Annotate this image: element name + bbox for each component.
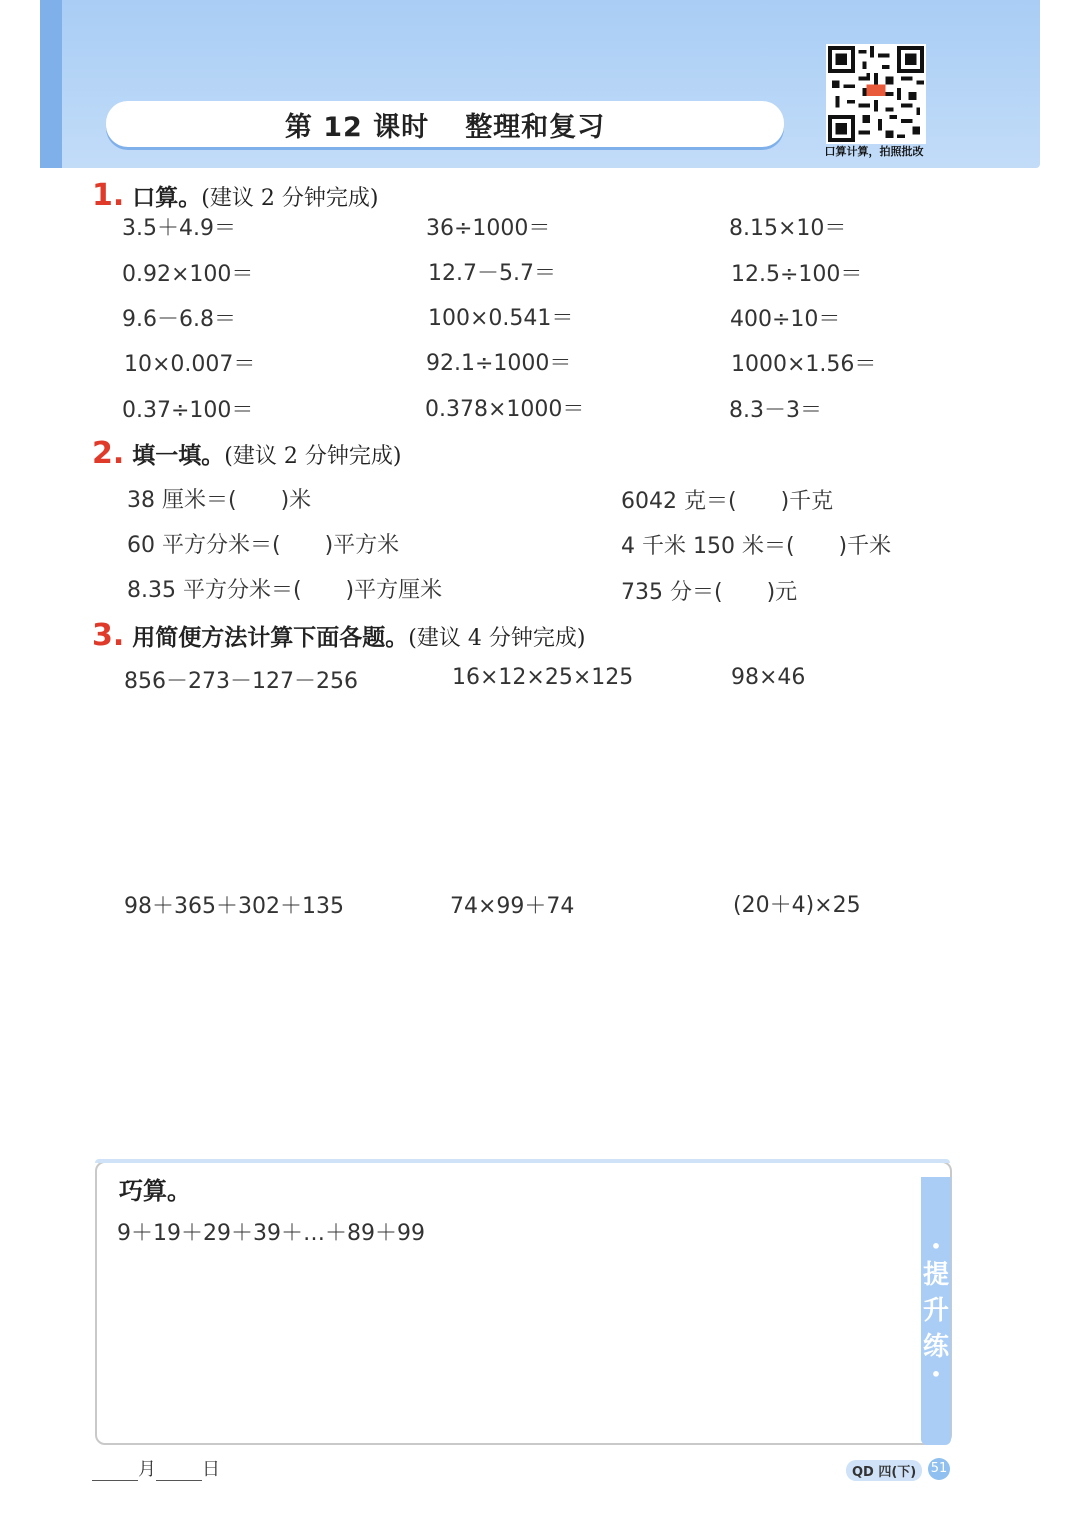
simplify-calc-item: 856－273－127－256 (124, 669, 358, 694)
book-code: QD 四(下) (846, 1460, 922, 1481)
oral-calc-item: 400÷10＝ (730, 307, 841, 332)
section2-title-text: 填一填。 (132, 443, 225, 469)
month-label: 月 (138, 1459, 156, 1480)
fill-blank-item: 6042 克＝( )千克 (621, 489, 834, 514)
section1-hint: (建议 2 分钟完成) (201, 186, 379, 211)
oral-calc-item: 9.6－6.8＝ (122, 307, 236, 332)
oral-calc-item: 92.1÷1000＝ (426, 351, 572, 376)
fill-blank-item: 38 厘米＝( )米 (127, 488, 312, 513)
date-field (92, 1455, 220, 1481)
challenge-expression: 9＋19＋29＋39＋…＋89＋99 (117, 1221, 425, 1246)
challenge-title: 巧算。 (119, 1177, 191, 1205)
tab-char: 练 (922, 1332, 949, 1362)
simplify-calc-item: 16×12×25×125 (452, 665, 634, 690)
section3-hint: (建议 4 分钟完成) (408, 626, 586, 651)
tab-dot: • (930, 1237, 942, 1256)
qr-caption: 口算计算，拍照批改 (824, 145, 924, 158)
lesson-title-bar (106, 101, 784, 147)
simplify-calc-item: 74×99＋74 (450, 894, 575, 919)
section3-title-text: 用简便方法计算下面各题。 (132, 625, 409, 651)
fill-blank-item: 60 平方分米＝( )平方米 (127, 533, 400, 558)
lesson-number: 第 12 课时 (284, 111, 430, 143)
tab-char: 升 (922, 1296, 949, 1326)
improve-practice-tab (921, 1177, 951, 1445)
oral-calc-item: 8.3－3＝ (729, 398, 822, 423)
tab-char: 提 (922, 1260, 949, 1290)
month-blank[interactable] (92, 1462, 138, 1481)
oral-calc-item: 0.92×100＝ (122, 262, 254, 287)
section1-number: 1. (92, 178, 125, 213)
fill-blank-item: 8.35 平方分米＝( )平方厘米 (127, 578, 443, 603)
oral-calc-item: 10×0.007＝ (124, 352, 256, 377)
section1-title (92, 178, 378, 213)
simplify-calc-item: (20＋4)×25 (733, 893, 861, 918)
oral-calc-item: 12.7－5.7＝ (428, 261, 556, 286)
section2-hint: (建议 2 分钟完成) (224, 444, 402, 469)
qr-code-icon[interactable] (826, 44, 926, 144)
page-number: 51 (928, 1458, 950, 1480)
tab-dot: • (930, 1365, 942, 1384)
oral-calc-item: 1000×1.56＝ (731, 352, 877, 377)
fill-blank-item: 735 分＝( )元 (621, 580, 798, 605)
section2-number: 2. (92, 436, 125, 471)
day-label: 日 (202, 1459, 220, 1480)
oral-calc-item: 0.37÷100＝ (122, 398, 254, 423)
oral-calc-item: 12.5÷100＝ (731, 262, 863, 287)
section2-title (92, 436, 401, 471)
day-blank[interactable] (156, 1462, 202, 1481)
challenge-box-top-line (95, 1159, 950, 1163)
section3-title (92, 618, 585, 653)
banner-stripe (40, 0, 62, 168)
fill-blank-item: 4 千米 150 米＝( )千米 (621, 534, 892, 559)
oral-calc-item: 36÷1000＝ (426, 216, 551, 241)
section1-title-text: 口算。 (132, 185, 202, 211)
challenge-box (95, 1161, 952, 1445)
oral-calc-item: 0.378×1000＝ (425, 397, 585, 422)
simplify-calc-item: 98×46 (731, 665, 806, 690)
section3-number: 3. (92, 618, 125, 653)
oral-calc-item: 100×0.541＝ (428, 306, 574, 331)
oral-calc-item: 8.15×10＝ (729, 216, 847, 241)
oral-calc-item: 3.5＋4.9＝ (122, 216, 236, 241)
lesson-title: 整理和复习 (465, 111, 606, 143)
simplify-calc-item: 98＋365＋302＋135 (124, 894, 344, 919)
